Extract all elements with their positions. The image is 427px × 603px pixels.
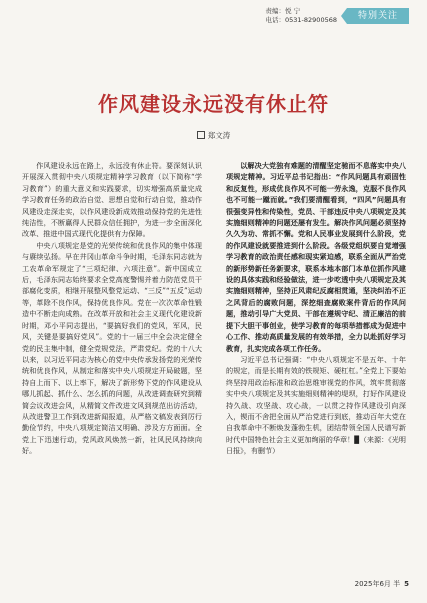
page-number: 5 [404, 580, 409, 588]
editor-credit: 责编：悦 宁 [265, 7, 301, 15]
section-tab: 特别关注 [347, 8, 409, 24]
paragraph: 作风建设永远在路上，永远没有休止符。要深刻认识开展深入贯彻中央八项规定精神学习教育（以下简称“学习教育”）的重大意义和实践要求，切实增强高质量完成学习教育任务的政治自觉、思想自觉和行动自觉，推动作风建设走深走实，以作风建设新成效推动保持党的先进性纯洁性，不断赢得人民群众信任拥护，为进一步全面深化改革、推进中国式现代化提供有力保障。 [22, 161, 202, 239]
issue-date: 2025年6月 半 [354, 580, 401, 588]
article-title: 作风建设永远没有休止符 [98, 92, 329, 116]
editor-phone: 电话：0531-82900568 [265, 16, 337, 24]
article-author [0, 130, 427, 141]
header-info [266, 7, 337, 25]
paragraph: 中央八项规定是党的光荣传统和优良作风的集中体现与赓续弘扬。早在井冈山革命斗争时期，毛泽东同志就为工农革命军规定了“三项纪律、六项注意”。新中国成立后，毛泽东同志始终要求全党高度警惕并着力防范党员干部腐化变质，相继开展整风整党运动、“三反”“五反”运动等，革除不良作风，保持优良作风。党在一次次革命性锻造中不断走向成熟。在改革开放和社会主义现代化建设新时期，邓小平同志提出，“要搞好我们的党风，军风，民风，关键是要搞好党风”。党的十一届三中全会决定健全党的民主集中制，健全党规党法，严肃党纪。党的十八大以来，以习近平同志为核心的党中央传承发扬党的光荣传统和优良作风，从制定和落实中央八项规定开局破题，坚持自上而下、以上率下，解决了新形势下党的作风建设从哪儿抓起、抓什么、怎么抓的问题，从改进调查研究到精简会议改进会风，从精简文件改进文风到规范出访活动，从改进警卫工作到改进新闻报道，从严格文稿发表到厉行勤俭节约，中央八项规定简洁又明确、涉及方方面面。全党上下迅速行动，党风政风焕然一新，社风民风持续向好。 [22, 240, 202, 456]
left-column [22, 160, 202, 457]
paragraph: 习近平总书记强调：“中央八项规定不是五年、十年的规定，而是长期有效的铁规矩、硬杠杠。”全党上下要始终坚持用政治标准和政治思维审视党的作风，筑牢贯彻落实中央八项规定及其实施细则精神的堤坝，打好作风建设持久战、攻坚战、攻心战，一以贯之持作风建设引向深入，锲而不舍把全面从严治党进行到底，推动百年大党在自我革命中不断焕发蓬勃生机，团结带领全国人民谱写新时代中国特色社会主义更加绚丽的华章！▉（来源：《光明日报》，有删节） [226, 354, 406, 456]
right-column [226, 160, 406, 457]
author-name: 郑文涛 [207, 131, 231, 140]
paragraph [226, 160, 406, 354]
author-box-icon [197, 131, 205, 139]
page-footer [355, 579, 409, 589]
bold-lead: 以解决大党独有难题的清醒坚定驰而不息落实中央八项规定精神。习近平总书记指出：“作风问题具有顽固性和反复性，形成优良作风不可能一劳永逸，克服不良作风也不可能一蹴而就。”我们要清醒看到，“四风”问题具有很强变异性和传染性，党员、干部违反中央八项规定及其实施细则精神的问题还屡有发生。解决作风问题必须坚持久久为功、常抓不懈。党和人民事业发展到什么阶段，党的作风建设就要推进到什么阶段。各级党组织要自觉增强学习教育的政治责任感和现实紧迫感，联系全面从严治党的新形势新任务新要求，联系本地本部门本单位抓作风建设的具体实践和经验做法，进一步吃透中央八项规定及其实施细则精神，坚持正风肃纪反腐相贯通，坚决纠治不正之风背后的腐败问题，深挖细查腐败案件背后的作风问题，推动引导广大党员、干部在遵规守纪、清正廉洁的前提下大胆干事创业，使学习教育的每项举措都成为促进中心工作、推动高质量发展的有效举措，全力以赴抓好学习教育，扎实完成各项工作任务。 [226, 161, 406, 353]
